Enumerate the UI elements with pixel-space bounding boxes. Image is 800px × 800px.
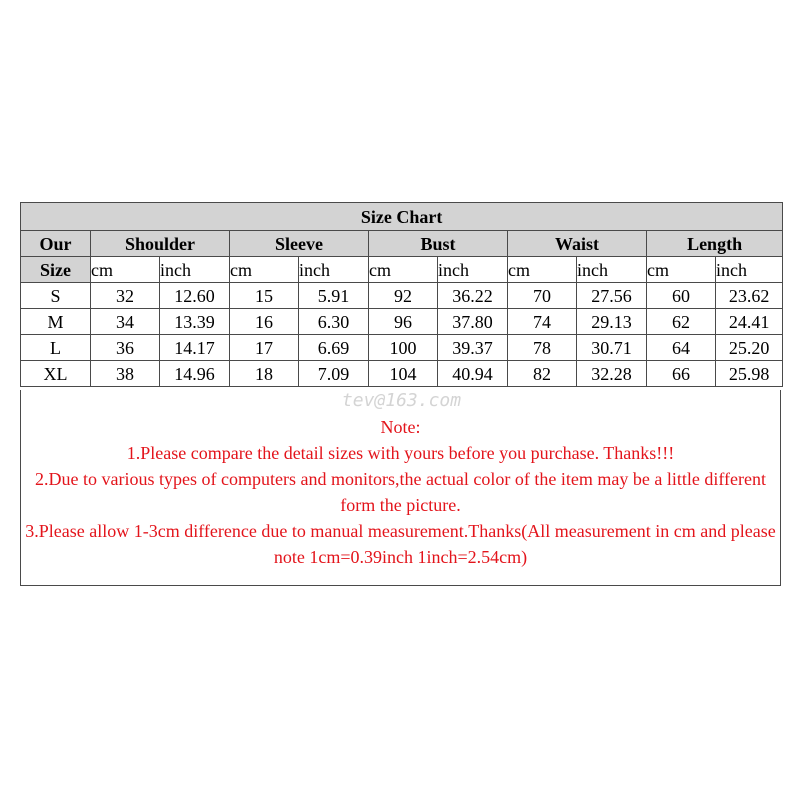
note-title: Note: <box>380 417 421 437</box>
table-cell: 12.60 <box>160 283 230 309</box>
table-cell: 15 <box>230 283 299 309</box>
table-cell: 13.39 <box>160 309 230 335</box>
note-item-3: 3.Please allow 1-3cm difference due to manual measurement.Thanks(All measurement in cm and please note 1cm=0.39inch 1inch=2.54cm) <box>25 521 776 567</box>
size-label: L <box>21 335 91 361</box>
table-cell: 23.62 <box>716 283 783 309</box>
our-size-label-top: Our <box>21 231 91 257</box>
table-cell: 16 <box>230 309 299 335</box>
table-cell: 100 <box>369 335 438 361</box>
unit-cm: cm <box>230 257 299 283</box>
table-cell: 64 <box>647 335 716 361</box>
table-cell: 78 <box>508 335 577 361</box>
table-cell: 92 <box>369 283 438 309</box>
size-rows <box>21 283 783 387</box>
size-label: XL <box>21 361 91 387</box>
table-cell: 40.94 <box>438 361 508 387</box>
table-cell: 17 <box>230 335 299 361</box>
table-cell: 6.30 <box>299 309 369 335</box>
size-chart-table <box>20 202 783 387</box>
table-row <box>21 309 783 335</box>
table-cell: 38 <box>91 361 160 387</box>
table-row <box>21 283 783 309</box>
table-cell: 60 <box>647 283 716 309</box>
unit-inch: inch <box>299 257 369 283</box>
size-label: M <box>21 309 91 335</box>
table-cell: 14.96 <box>160 361 230 387</box>
note-item-1: 1.Please compare the detail sizes with yours before you purchase. Thanks!!! <box>126 443 675 463</box>
watermark-text: tev@163.com <box>341 390 462 411</box>
table-cell: 29.13 <box>577 309 647 335</box>
notes-box <box>20 390 781 586</box>
table-cell: 82 <box>508 361 577 387</box>
unit-cm: cm <box>369 257 438 283</box>
table-cell: 32 <box>91 283 160 309</box>
table-cell: 39.37 <box>438 335 508 361</box>
unit-inch: inch <box>577 257 647 283</box>
unit-cm: cm <box>508 257 577 283</box>
group-sleeve: Sleeve <box>230 231 369 257</box>
group-shoulder: Shoulder <box>91 231 230 257</box>
table-cell: 96 <box>369 309 438 335</box>
table-row <box>21 335 783 361</box>
table-cell: 25.20 <box>716 335 783 361</box>
table-cell: 30.71 <box>577 335 647 361</box>
chart-title: Size Chart <box>21 203 783 231</box>
table-cell: 62 <box>647 309 716 335</box>
table-cell: 6.69 <box>299 335 369 361</box>
table-cell: 24.41 <box>716 309 783 335</box>
unit-cm: cm <box>647 257 716 283</box>
table-cell: 18 <box>230 361 299 387</box>
table-cell: 36.22 <box>438 283 508 309</box>
table-cell: 14.17 <box>160 335 230 361</box>
unit-cm: cm <box>91 257 160 283</box>
table-cell: 27.56 <box>577 283 647 309</box>
table-cell: 7.09 <box>299 361 369 387</box>
group-length: Length <box>647 231 783 257</box>
table-cell: 36 <box>91 335 160 361</box>
unit-inch: inch <box>716 257 783 283</box>
table-cell: 5.91 <box>299 283 369 309</box>
unit-inch: inch <box>160 257 230 283</box>
table-row <box>21 361 783 387</box>
table-cell: 70 <box>508 283 577 309</box>
table-cell: 34 <box>91 309 160 335</box>
table-cell: 32.28 <box>577 361 647 387</box>
size-label: S <box>21 283 91 309</box>
table-cell: 25.98 <box>716 361 783 387</box>
table-cell: 66 <box>647 361 716 387</box>
table-cell: 37.80 <box>438 309 508 335</box>
note-item-2: 2.Due to various types of computers and monitors,the actual color of the item may be a little different form the picture. <box>35 469 766 515</box>
unit-inch: inch <box>438 257 508 283</box>
table-cell: 74 <box>508 309 577 335</box>
group-bust: Bust <box>369 231 508 257</box>
group-waist: Waist <box>508 231 647 257</box>
table-cell: 104 <box>369 361 438 387</box>
our-size-label-bottom: Size <box>21 257 91 283</box>
